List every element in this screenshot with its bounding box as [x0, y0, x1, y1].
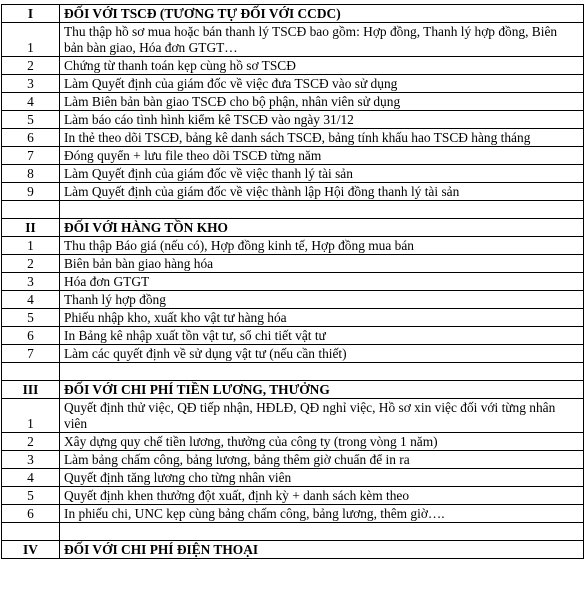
section-header — [2, 219, 584, 237]
table-row — [2, 57, 584, 75]
blank-cell — [2, 363, 60, 381]
item-number: 1 — [2, 399, 60, 433]
blank-cell — [60, 363, 584, 381]
table-row — [2, 433, 584, 451]
item-text: Làm Quyết định của giám đốc về việc thành lập Hội đồng thanh lý tài sản — [60, 183, 584, 201]
table-row — [2, 183, 584, 201]
section-title: ĐỐI VỚI CHI PHÍ TIỀN LƯƠNG, THƯỞNG — [60, 381, 584, 399]
table-row — [2, 309, 584, 327]
blank-row — [2, 201, 584, 219]
table-row — [2, 291, 584, 309]
blank-row — [2, 363, 584, 381]
item-text: In phiếu chi, UNC kẹp cùng bảng chấm công, bảng lương, thêm giờ…. — [60, 505, 584, 523]
item-number: 1 — [2, 237, 60, 255]
blank-cell — [60, 523, 584, 541]
item-number: 3 — [2, 75, 60, 93]
item-number: 7 — [2, 147, 60, 165]
section-numeral: I — [2, 5, 60, 23]
item-number: 5 — [2, 111, 60, 129]
item-text: Làm các quyết định về sử dụng vật tư (nếu cần thiết) — [60, 345, 584, 363]
item-number: 7 — [2, 345, 60, 363]
item-text: Làm Quyết định của giám đốc về việc thanh lý tài sản — [60, 165, 584, 183]
item-text: Đóng quyển + lưu file theo dõi TSCĐ từng năm — [60, 147, 584, 165]
item-number: 4 — [2, 291, 60, 309]
item-number: 2 — [2, 255, 60, 273]
item-text: Thu thập Báo giá (nếu có), Hợp đồng kinh tế, Hợp đồng mua bán — [60, 237, 584, 255]
item-number: 5 — [2, 309, 60, 327]
item-text: Làm Biên bản bàn giao TSCĐ cho bộ phận, nhân viên sử dụng — [60, 93, 584, 111]
blank-cell — [2, 201, 60, 219]
table-row — [2, 147, 584, 165]
item-number: 8 — [2, 165, 60, 183]
item-number: 6 — [2, 129, 60, 147]
item-text: Xây dựng quy chế tiền lương, thưởng của công ty (trong vòng 1 năm) — [60, 433, 584, 451]
item-text: Hóa đơn GTGT — [60, 273, 584, 291]
table-row — [2, 75, 584, 93]
table-row — [2, 505, 584, 523]
table-row — [2, 93, 584, 111]
item-number: 2 — [2, 57, 60, 75]
table-row — [2, 237, 584, 255]
item-text: In Bảng kê nhập xuất tồn vật tư, sổ chi tiết vật tư — [60, 327, 584, 345]
item-text: Làm báo cáo tình hình kiểm kê TSCĐ vào ngày 31/12 — [60, 111, 584, 129]
item-text: Phiếu nhập kho, xuất kho vật tư hàng hóa — [60, 309, 584, 327]
table-row — [2, 345, 584, 363]
item-text: Thanh lý hợp đồng — [60, 291, 584, 309]
section-header — [2, 5, 584, 23]
item-number: 5 — [2, 487, 60, 505]
item-number: 6 — [2, 505, 60, 523]
table-row — [2, 129, 584, 147]
table-row — [2, 487, 584, 505]
table-row — [2, 469, 584, 487]
table-row — [2, 399, 584, 433]
item-text: Làm Quyết định của giám đốc về việc đưa TSCĐ vào sử dụng — [60, 75, 584, 93]
item-text: Biên bản bàn giao hàng hóa — [60, 255, 584, 273]
item-text: Quyết định khen thưởng đột xuất, định kỳ + danh sách kèm theo — [60, 487, 584, 505]
document-table — [1, 4, 584, 559]
section-numeral: II — [2, 219, 60, 237]
blank-row — [2, 523, 584, 541]
table-row — [2, 451, 584, 469]
item-text: Quyết định thử việc, QĐ tiếp nhận, HĐLĐ, QĐ nghỉ việc, Hồ sơ xin việc đối với từng nhân viên — [60, 399, 584, 433]
section-numeral: III — [2, 381, 60, 399]
table-row — [2, 255, 584, 273]
item-number: 9 — [2, 183, 60, 201]
item-text: Thu thập hồ sơ mua hoặc bán thanh lý TSCĐ bao gồm: Hợp đồng, Thanh lý hợp đồng, Biên bản bàn giao, Hóa đơn GTGT… — [60, 23, 584, 57]
item-number: 3 — [2, 273, 60, 291]
section-title: ĐỐI VỚI HÀNG TỒN KHO — [60, 219, 584, 237]
table-row — [2, 111, 584, 129]
blank-cell — [60, 201, 584, 219]
item-text: Chứng từ thanh toán kẹp cùng hồ sơ TSCĐ — [60, 57, 584, 75]
section-title: ĐỐI VỚI CHI PHÍ ĐIỆN THOẠI — [60, 541, 584, 559]
table-row — [2, 273, 584, 291]
item-number: 4 — [2, 469, 60, 487]
item-text: Quyết định tăng lương cho từng nhân viên — [60, 469, 584, 487]
item-number: 4 — [2, 93, 60, 111]
section-header — [2, 541, 584, 559]
section-header — [2, 381, 584, 399]
item-number: 6 — [2, 327, 60, 345]
blank-cell — [2, 523, 60, 541]
table-row — [2, 165, 584, 183]
table-row — [2, 327, 584, 345]
item-number: 1 — [2, 23, 60, 57]
item-text: Làm bảng chấm công, bảng lương, bảng thêm giờ chuẩn để in ra — [60, 451, 584, 469]
item-number: 2 — [2, 433, 60, 451]
section-numeral: IV — [2, 541, 60, 559]
item-text: In thẻ theo dõi TSCĐ, bảng kê danh sách TSCĐ, bảng tính khấu hao TSCĐ hàng tháng — [60, 129, 584, 147]
table-row — [2, 23, 584, 57]
item-number: 3 — [2, 451, 60, 469]
section-title: ĐỐI VỚI TSCĐ (TƯƠNG TỰ ĐỐI VỚI CCDC) — [60, 5, 584, 23]
